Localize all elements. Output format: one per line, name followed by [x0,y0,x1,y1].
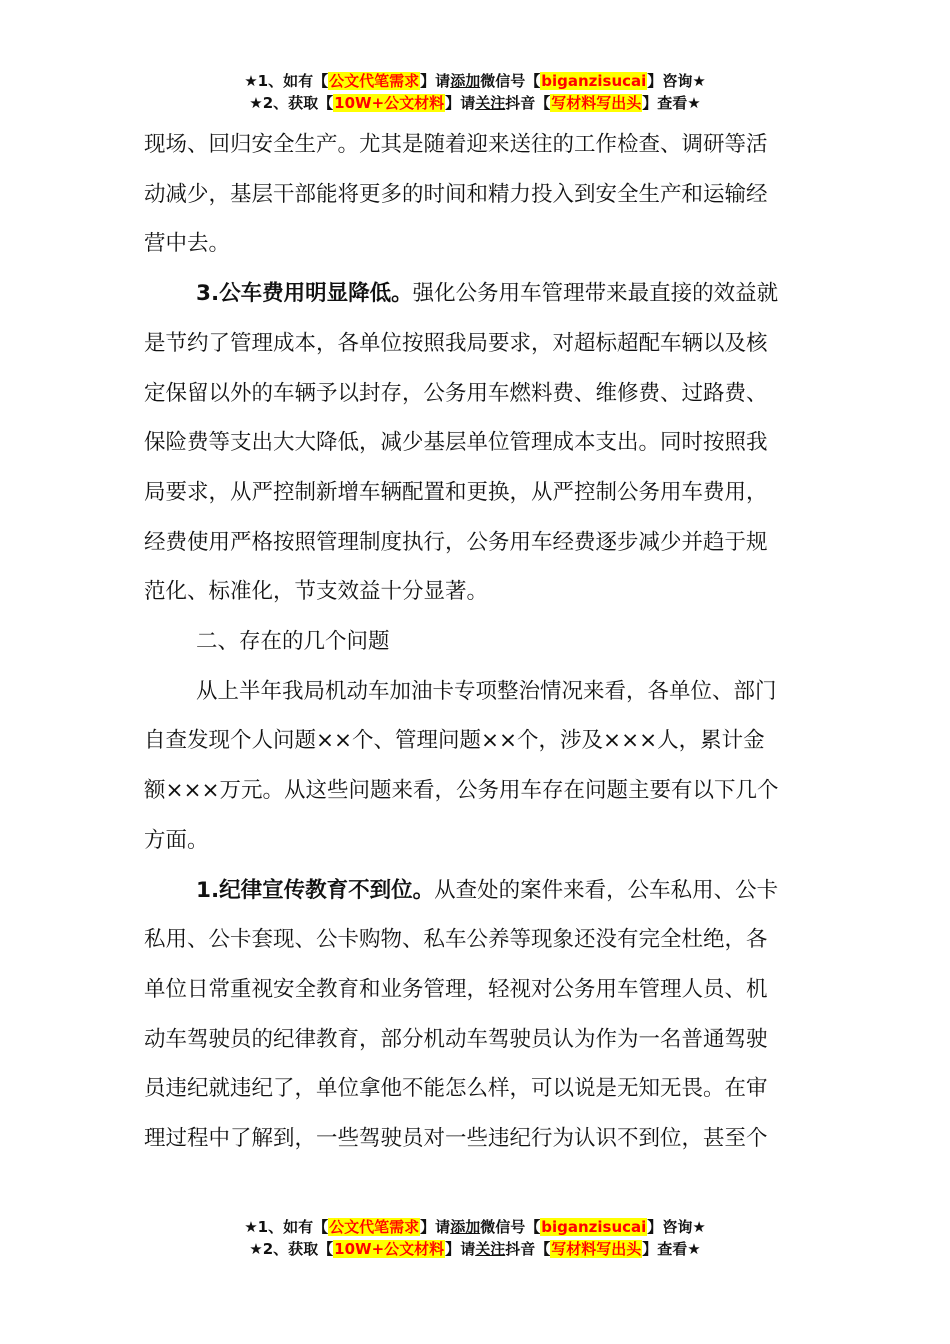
bracket: 】 [647,1218,663,1236]
banner-line-1 [0,70,950,92]
body-line: 理过程中了解到，一些驾驶员对一些违纪行为认识不到位，甚至个 [144,1126,768,1152]
paragraph-text: 强化公务用车管理带来最直接的效益就 [412,281,779,307]
banner-line-1 [0,1216,950,1238]
body-line: 单位日常重视安全教育和业务管理，轻视对公务用车管理人员、机 [144,976,768,1002]
body-line: 是节约了管理成本，各单位按照我局要求，对超标超配车辆以及核 [144,330,768,356]
highlight-wechat-id: biganzisucai [541,72,647,90]
banner-text: ★1、如有 [244,72,314,90]
banner-text: ★2、获取 [249,1240,319,1258]
body-line: 私用、公卡套现、公卡购物、私车公养等现象还没有完全杜绝，各 [144,927,768,953]
bracket: 【 [313,1218,329,1236]
body-line: 自查发现个人问题××个、管理问题××个，涉及×××人，累计金 [144,728,765,754]
bracket: 【 [318,94,334,112]
body-line: 范化、标准化，节支效益十分显著。 [144,579,489,605]
bracket: 【 [313,72,329,90]
banner-line-2 [0,92,950,114]
paragraph-line: 从上半年我局机动车加油卡专项整治情况来看，各单位、部门 [196,678,777,704]
body-line: 营中去。 [144,231,231,257]
highlight-wechat-id: biganzisucai [541,1218,647,1236]
body-line: 保险费等支出大大降低，减少基层单位管理成本支出。同时按照我 [144,430,768,456]
body-line: 局要求，从严控制新增车辆配置和更换，从严控制公务用车费用， [144,479,768,505]
bracket: 【 [535,94,551,112]
banner-text: 请 [460,94,476,112]
banner-text-underlined: 添加 [450,1218,481,1236]
banner-text: ★1、如有 [244,1218,314,1236]
highlight-douyin-account: 写材料写出头 [551,1240,642,1258]
banner-text-underlined: 关注 [475,1240,506,1258]
banner-text: 咨询★ [662,72,706,90]
bracket: 【 [525,1218,541,1236]
banner-text: 查看★ [657,1240,701,1258]
body-line: 方面。 [144,827,209,853]
bracket: 】 [420,1218,436,1236]
highlight-materials: 10W+公文材料 [334,94,445,112]
banner-text: 请 [435,72,451,90]
highlight-ghostwriting: 公文代笔需求 [329,1218,420,1236]
header-banner [0,70,950,114]
bracket: 【 [535,1240,551,1258]
banner-text: 请 [435,1218,451,1236]
bracket: 【 [318,1240,334,1258]
body-line: 定保留以外的车辆予以封存，公务用车燃料费、维修费、过路费、 [144,380,768,406]
banner-line-2 [0,1238,950,1260]
banner-text: 抖音 [505,94,536,112]
body-line: 员违纪就违纪了，单位拿他不能怎么样，可以说是无知无畏。在审 [144,1076,768,1102]
section-heading-bold: 3.公车费用明显降低。 [196,281,413,307]
banner-text-underlined: 添加 [450,72,481,90]
bracket: 】 [445,94,461,112]
bracket: 】 [420,72,436,90]
highlight-materials: 10W+公文材料 [334,1240,445,1258]
body-line: 经费使用严格按照管理制度执行，公务用车经费逐步减少并趋于规 [144,529,768,555]
paragraph-line [144,866,810,916]
paragraph-text: 从查处的案件来看，公车私用、公卡 [434,877,779,903]
body-line: 额×××万元。从这些问题来看，公务用车存在问题主要有以下几个 [144,778,779,804]
highlight-douyin-account: 写材料写出头 [551,94,642,112]
bracket: 】 [647,72,663,90]
banner-text: 查看★ [657,94,701,112]
bracket: 】 [642,94,658,112]
section-heading-bold: 1.纪律宣传教育不到位。 [196,877,435,903]
banner-text: 抖音 [505,1240,536,1258]
banner-text: ★2、获取 [249,94,319,112]
body-line: 动车驾驶员的纪律教育，部分机动车驾驶员认为作为一名普通驾驶 [144,1026,768,1052]
body-line: 现场、回归安全生产。尤其是随着迎来送往的工作检查、调研等活 [144,132,768,157]
section-heading: 二、存在的几个问题 [196,629,390,655]
bracket: 】 [445,1240,461,1258]
banner-text-underlined: 关注 [475,94,506,112]
bracket: 【 [525,72,541,90]
paragraph-line [144,269,810,319]
banner-text: 微信号 [480,72,526,90]
footer-banner [0,1216,950,1260]
highlight-ghostwriting: 公文代笔需求 [329,72,420,90]
banner-text: 咨询★ [662,1218,706,1236]
banner-text: 微信号 [480,1218,526,1236]
banner-text: 请 [460,1240,476,1258]
document-body [144,120,810,1164]
body-line: 动减少，基层干部能将更多的时间和精力投入到安全生产和运输经 [144,181,768,207]
bracket: 】 [642,1240,658,1258]
